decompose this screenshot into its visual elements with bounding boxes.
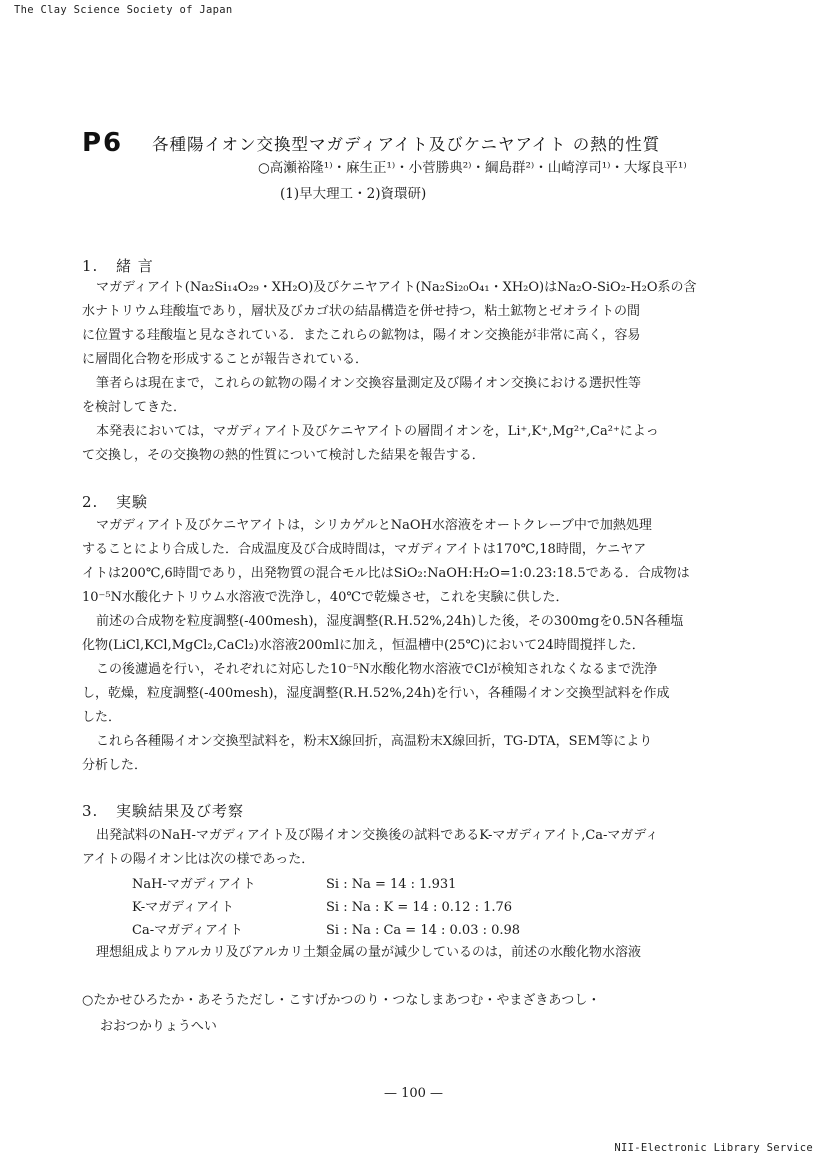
sample-name: K-マガディアイト <box>132 900 234 915</box>
body-line: することにより合成した．合成温度及び合成時間は，マガディアイトは170℃,18時間，ケニヤア <box>82 542 647 557</box>
body-line: これら各種陽イオン交換型試料を，粉末X線回折，高温粉末X線回折，TG-DTA，SEM等により <box>96 734 653 749</box>
section-heading <box>82 800 244 821</box>
library-footer: NII-Electronic Library Service <box>614 1142 813 1154</box>
presentation-code: P6 <box>82 128 124 158</box>
body-line: し，乾燥，粒度調整(-400mesh)，湿度調整(R.H.52%,24h)を行い，各種陽イオン交換型試料を作成 <box>82 686 670 701</box>
sample-name: NaH-マガディアイト <box>132 877 256 892</box>
author-reading: おおつかりょうへい <box>100 1019 217 1034</box>
section-number: 2. <box>82 493 99 511</box>
body-line: 本発表においては，マガディアイト及びケニヤアイトの層間イオンを，Li⁺,K⁺,Mg²⁺,Ca²⁺によっ <box>96 424 659 439</box>
author-list: ○高瀬裕隆¹⁾・麻生正¹⁾・小菅勝典²⁾・綱島群²⁾・山崎淳司¹⁾・大塚良平¹⁾ <box>258 160 687 176</box>
author-reading: ○たかせひろたか・あそうただし・こすげかつのり・つなしまあつむ・やまざきあつし・ <box>82 993 601 1008</box>
body-line: て交換し，その交換物の熱的性質について検討した結果を報告する． <box>82 448 485 463</box>
section-number: 3. <box>82 802 99 820</box>
society-header: The Clay Science Society of Japan <box>14 4 233 16</box>
affiliations: (1)早大理工・2)資環研) <box>280 186 427 202</box>
section-heading <box>82 491 148 512</box>
body-line: 10⁻⁵N水酸化ナトリウム水溶液で洗浄し，40℃で乾燥させ，これを実験に供した． <box>82 590 569 605</box>
body-line: を検討してきた． <box>82 400 187 415</box>
ratio-row <box>132 873 456 892</box>
body-line: 水ナトリウム珪酸塩であり，層状及びカゴ状の結晶構造を併せ持つ，粘土鉱物とゼオライトの間 <box>82 304 640 319</box>
section-title: 緒 言 <box>116 257 154 275</box>
body-line: した． <box>82 710 122 725</box>
body-line: 出発試料のNaH-マガディアイト及び陽イオン交換後の試料であるK-マガディアイト,Ca-マガディ <box>96 828 659 843</box>
body-line: に層間化合物を形成することが報告されている． <box>82 352 369 367</box>
cation-ratio: Si : Na : K = 14 : 0.12 : 1.76 <box>326 900 513 915</box>
body-line: マガディアイト(Na₂Si₁₄O₂₉・XH₂O)及びケニヤアイト(Na₂Si₂₀O₄₁・XH₂O)はNa₂O-SiO₂-H₂O系の含 <box>96 280 697 295</box>
body-line: この後濾過を行い，それぞれに対応した10⁻⁵N水酸化物水溶液でClが検知されなくなるまで洗浄 <box>96 662 658 677</box>
body-line: マガディアイト及びケニヤアイトは，シリカゲルとNaOH水溶液をオートクレーブ中で加熱処理 <box>96 518 652 533</box>
body-line: 分析した． <box>82 758 148 773</box>
cation-ratio: Si : Na = 14 : 1.931 <box>326 877 457 892</box>
section-number: 1. <box>82 257 99 275</box>
section-heading <box>82 255 154 276</box>
sample-name: Ca-マガディアイト <box>132 923 243 938</box>
body-line: 前述の合成物を粒度調整(-400mesh)，湿度調整(R.H.52%,24h)した後，その300mgを0.5N各種塩 <box>96 614 684 629</box>
page-number: — 100 — <box>383 1086 444 1101</box>
ratio-row <box>132 896 512 915</box>
body-line: 理想組成よりアルカリ及びアルカリ土類金属の量が減少しているのは，前述の水酸化物水溶液 <box>96 945 641 960</box>
section-title: 実験結果及び考察 <box>116 802 245 820</box>
body-line: アイトの陽イオン比は次の様であった． <box>82 852 315 867</box>
paper-title: 各種陽イオン交換型マガディアイト及びケニヤアイト の熱的性質 <box>152 135 661 154</box>
body-line: イトは200℃,6時間であり，出発物質の混合モル比はSiO₂:NaOH:H₂O=1:0.23:18.5である．合成物は <box>82 566 690 581</box>
body-line: 化物(LiCl,KCl,MgCl₂,CaCl₂)水溶液200mlに加え，恒温槽中(25℃)において24時間撹拌した． <box>82 638 645 653</box>
ratio-row <box>132 919 520 938</box>
cation-ratio: Si : Na : Ca = 14 : 0.03 : 0.98 <box>326 923 521 938</box>
section-title: 実験 <box>116 493 149 511</box>
body-line: に位置する珪酸塩と見なされている．またこれらの鉱物は，陽イオン交換能が非常に高く，容易 <box>82 328 641 343</box>
body-line: 筆者らは現在まで，これらの鉱物の陽イオン交換容量測定及び陽イオン交換における選択性等 <box>96 376 641 391</box>
